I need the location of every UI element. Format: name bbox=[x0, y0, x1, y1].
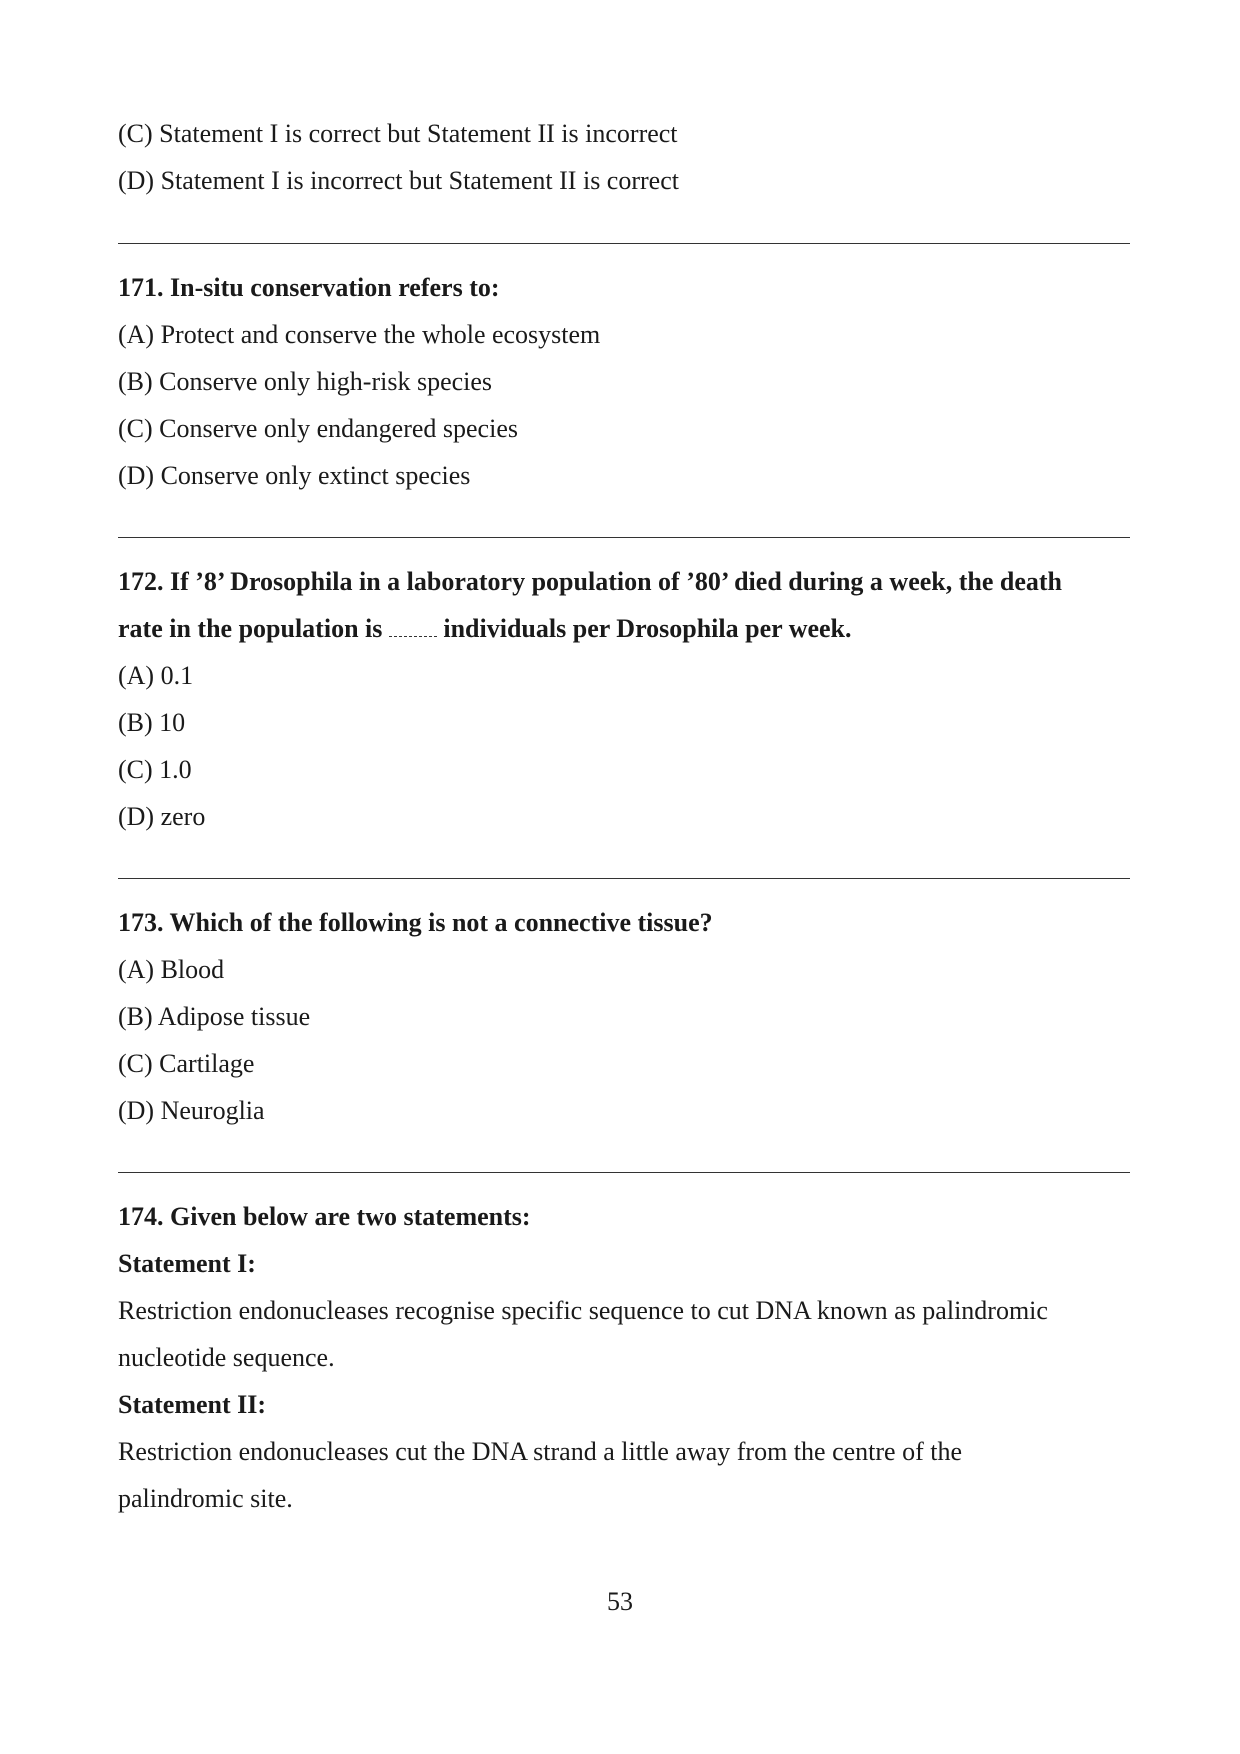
option-c: (C) 1.0 bbox=[118, 755, 192, 784]
question-title: 173. Which of the following is not a connective tissue? bbox=[118, 908, 713, 937]
option-b: (B) Adipose tissue bbox=[118, 1002, 311, 1031]
option-d: (D) Statement I is incorrect but Statement II is correct bbox=[118, 166, 679, 195]
statement-2-label: Statement II: bbox=[118, 1390, 267, 1419]
statement-1-text-line-1: Restriction endonucleases recognise specific sequence to cut DNA known as palindromic bbox=[118, 1296, 1048, 1325]
option-d: (D) Conserve only extinct species bbox=[118, 461, 471, 490]
option-a: (A) Protect and conserve the whole ecosystem bbox=[118, 320, 601, 349]
answer-blank bbox=[389, 622, 437, 637]
option-d: (D) zero bbox=[118, 802, 206, 831]
prev-question-options bbox=[118, 110, 1130, 204]
question-174 bbox=[118, 1193, 1130, 1522]
question-172 bbox=[118, 558, 1130, 840]
question-title-line-2 bbox=[118, 605, 1130, 652]
option-c: (C) Conserve only endangered species bbox=[118, 414, 518, 443]
question-title: 174. Given below are two statements: bbox=[118, 1202, 531, 1231]
question-title-line-1: 172. If ’8’ Drosophila in a laboratory population of ’80’ died during a week, the death bbox=[118, 567, 1063, 596]
statement-2-text-line-2: palindromic site. bbox=[118, 1484, 293, 1513]
question-title-before-blank: rate in the population is bbox=[118, 614, 383, 643]
option-c: (C) Statement I is correct but Statement II is incorrect bbox=[118, 119, 678, 148]
option-a: (A) Blood bbox=[118, 955, 225, 984]
statement-1-text-line-2: nucleotide sequence. bbox=[118, 1343, 335, 1372]
option-a: (A) 0.1 bbox=[118, 661, 194, 690]
option-c: (C) Cartilage bbox=[118, 1049, 255, 1078]
page-number: 53 bbox=[607, 1587, 633, 1616]
statement-2-text-line-1: Restriction endonucleases cut the DNA strand a little away from the centre of the bbox=[118, 1437, 962, 1466]
option-b: (B) Conserve only high-risk species bbox=[118, 367, 493, 396]
option-b: (B) 10 bbox=[118, 708, 186, 737]
option-d: (D) Neuroglia bbox=[118, 1096, 265, 1125]
question-173 bbox=[118, 899, 1130, 1134]
statement-1-label: Statement I: bbox=[118, 1249, 256, 1278]
question-title-after-blank: individuals per Drosophila per week. bbox=[443, 614, 852, 643]
question-171 bbox=[118, 264, 1130, 499]
question-page bbox=[118, 110, 1130, 1522]
question-title: 171. In-situ conservation refers to: bbox=[118, 273, 500, 302]
